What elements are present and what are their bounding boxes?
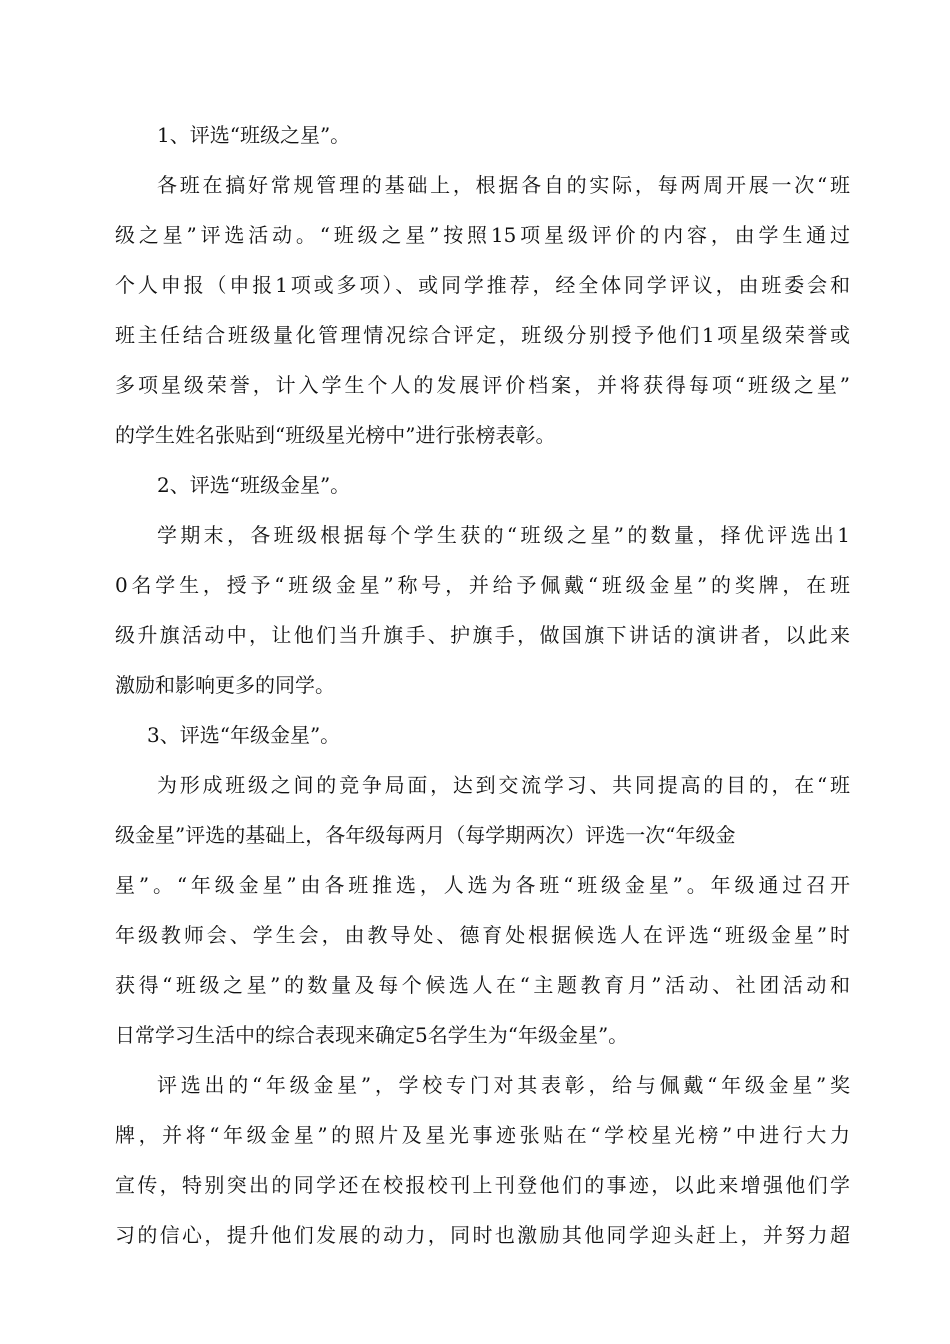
paragraph-line: 牌，并将“年级金星”的照片及星光事迹张贴在“学校星光榜”中进行大力 (115, 1123, 850, 1147)
paragraph-line: 年级教师会、学生会，由教导处、德育处根据候选人在评选“班级金星”时 (115, 923, 850, 947)
paragraph-line: 级升旗活动中，让他们当升旗手、护旗手，做国旗下讲话的演讲者，以此来 (115, 623, 850, 647)
paragraph-line: 宣传，特别突出的同学还在校报校刊上刊登他们的事迹，以此来增强他们学 (115, 1173, 850, 1197)
heading-1: 1、评选“班级之星”。 (157, 123, 351, 147)
paragraph-line: 0名学生，授予“班级金星”称号，并给予佩戴“班级金星”的奖牌，在班 (115, 573, 850, 597)
paragraph-line: 日常学习生活中的综合表现来确定5名学生为“年级金星”。 (115, 1023, 629, 1047)
heading-2: 2、评选“班级金星”。 (157, 473, 351, 497)
document-body (115, 110, 850, 1260)
paragraph-line: 评选出的“年级金星”，学校专门对其表彰，给与佩戴“年级金星”奖 (157, 1073, 850, 1097)
paragraph-line: 班主任结合班级量化管理情况综合评定，班级分别授予他们1项星级荣誉或 (115, 323, 850, 347)
paragraph-line: 个人申报（申报1项或多项）、或同学推荐，经全体同学评议，由班委会和 (115, 273, 850, 297)
paragraph-line: 的学生姓名张贴到“班级星光榜中”进行张榜表彰。 (115, 423, 556, 447)
paragraph-line: 多项星级荣誉，计入学生个人的发展评价档案，并将获得每项“班级之星” (115, 373, 850, 397)
paragraph-line: 星”。“年级金星”由各班推选，人选为各班“班级金星”。年级通过召开 (115, 873, 850, 897)
heading-3: 3、评选“年级金星”。 (147, 723, 341, 747)
paragraph-line: 级金星”评选的基础上，各年级每两月（每学期两次）评选一次“年级金 (115, 823, 736, 847)
paragraph-line: 各班在搞好常规管理的基础上，根据各自的实际，每两周开展一次“班 (157, 173, 850, 197)
paragraph-line: 激励和影响更多的同学。 (115, 673, 335, 697)
paragraph-line: 获得“班级之星”的数量及每个候选人在“主题教育月”活动、社团活动和 (115, 973, 850, 997)
paragraph-line: 习的信心，提升他们发展的动力，同时也激励其他同学迎头赶上，并努力超 (115, 1223, 850, 1247)
paragraph-line: 为形成班级之间的竞争局面，达到交流学习、共同提高的目的，在“班 (157, 773, 850, 797)
paragraph-line: 学期末，各班级根据每个学生获的“班级之星”的数量，择优评选出1 (157, 523, 850, 547)
paragraph-line: 级之星”评选活动。“班级之星”按照15项星级评价的内容，由学生通过 (115, 223, 850, 247)
